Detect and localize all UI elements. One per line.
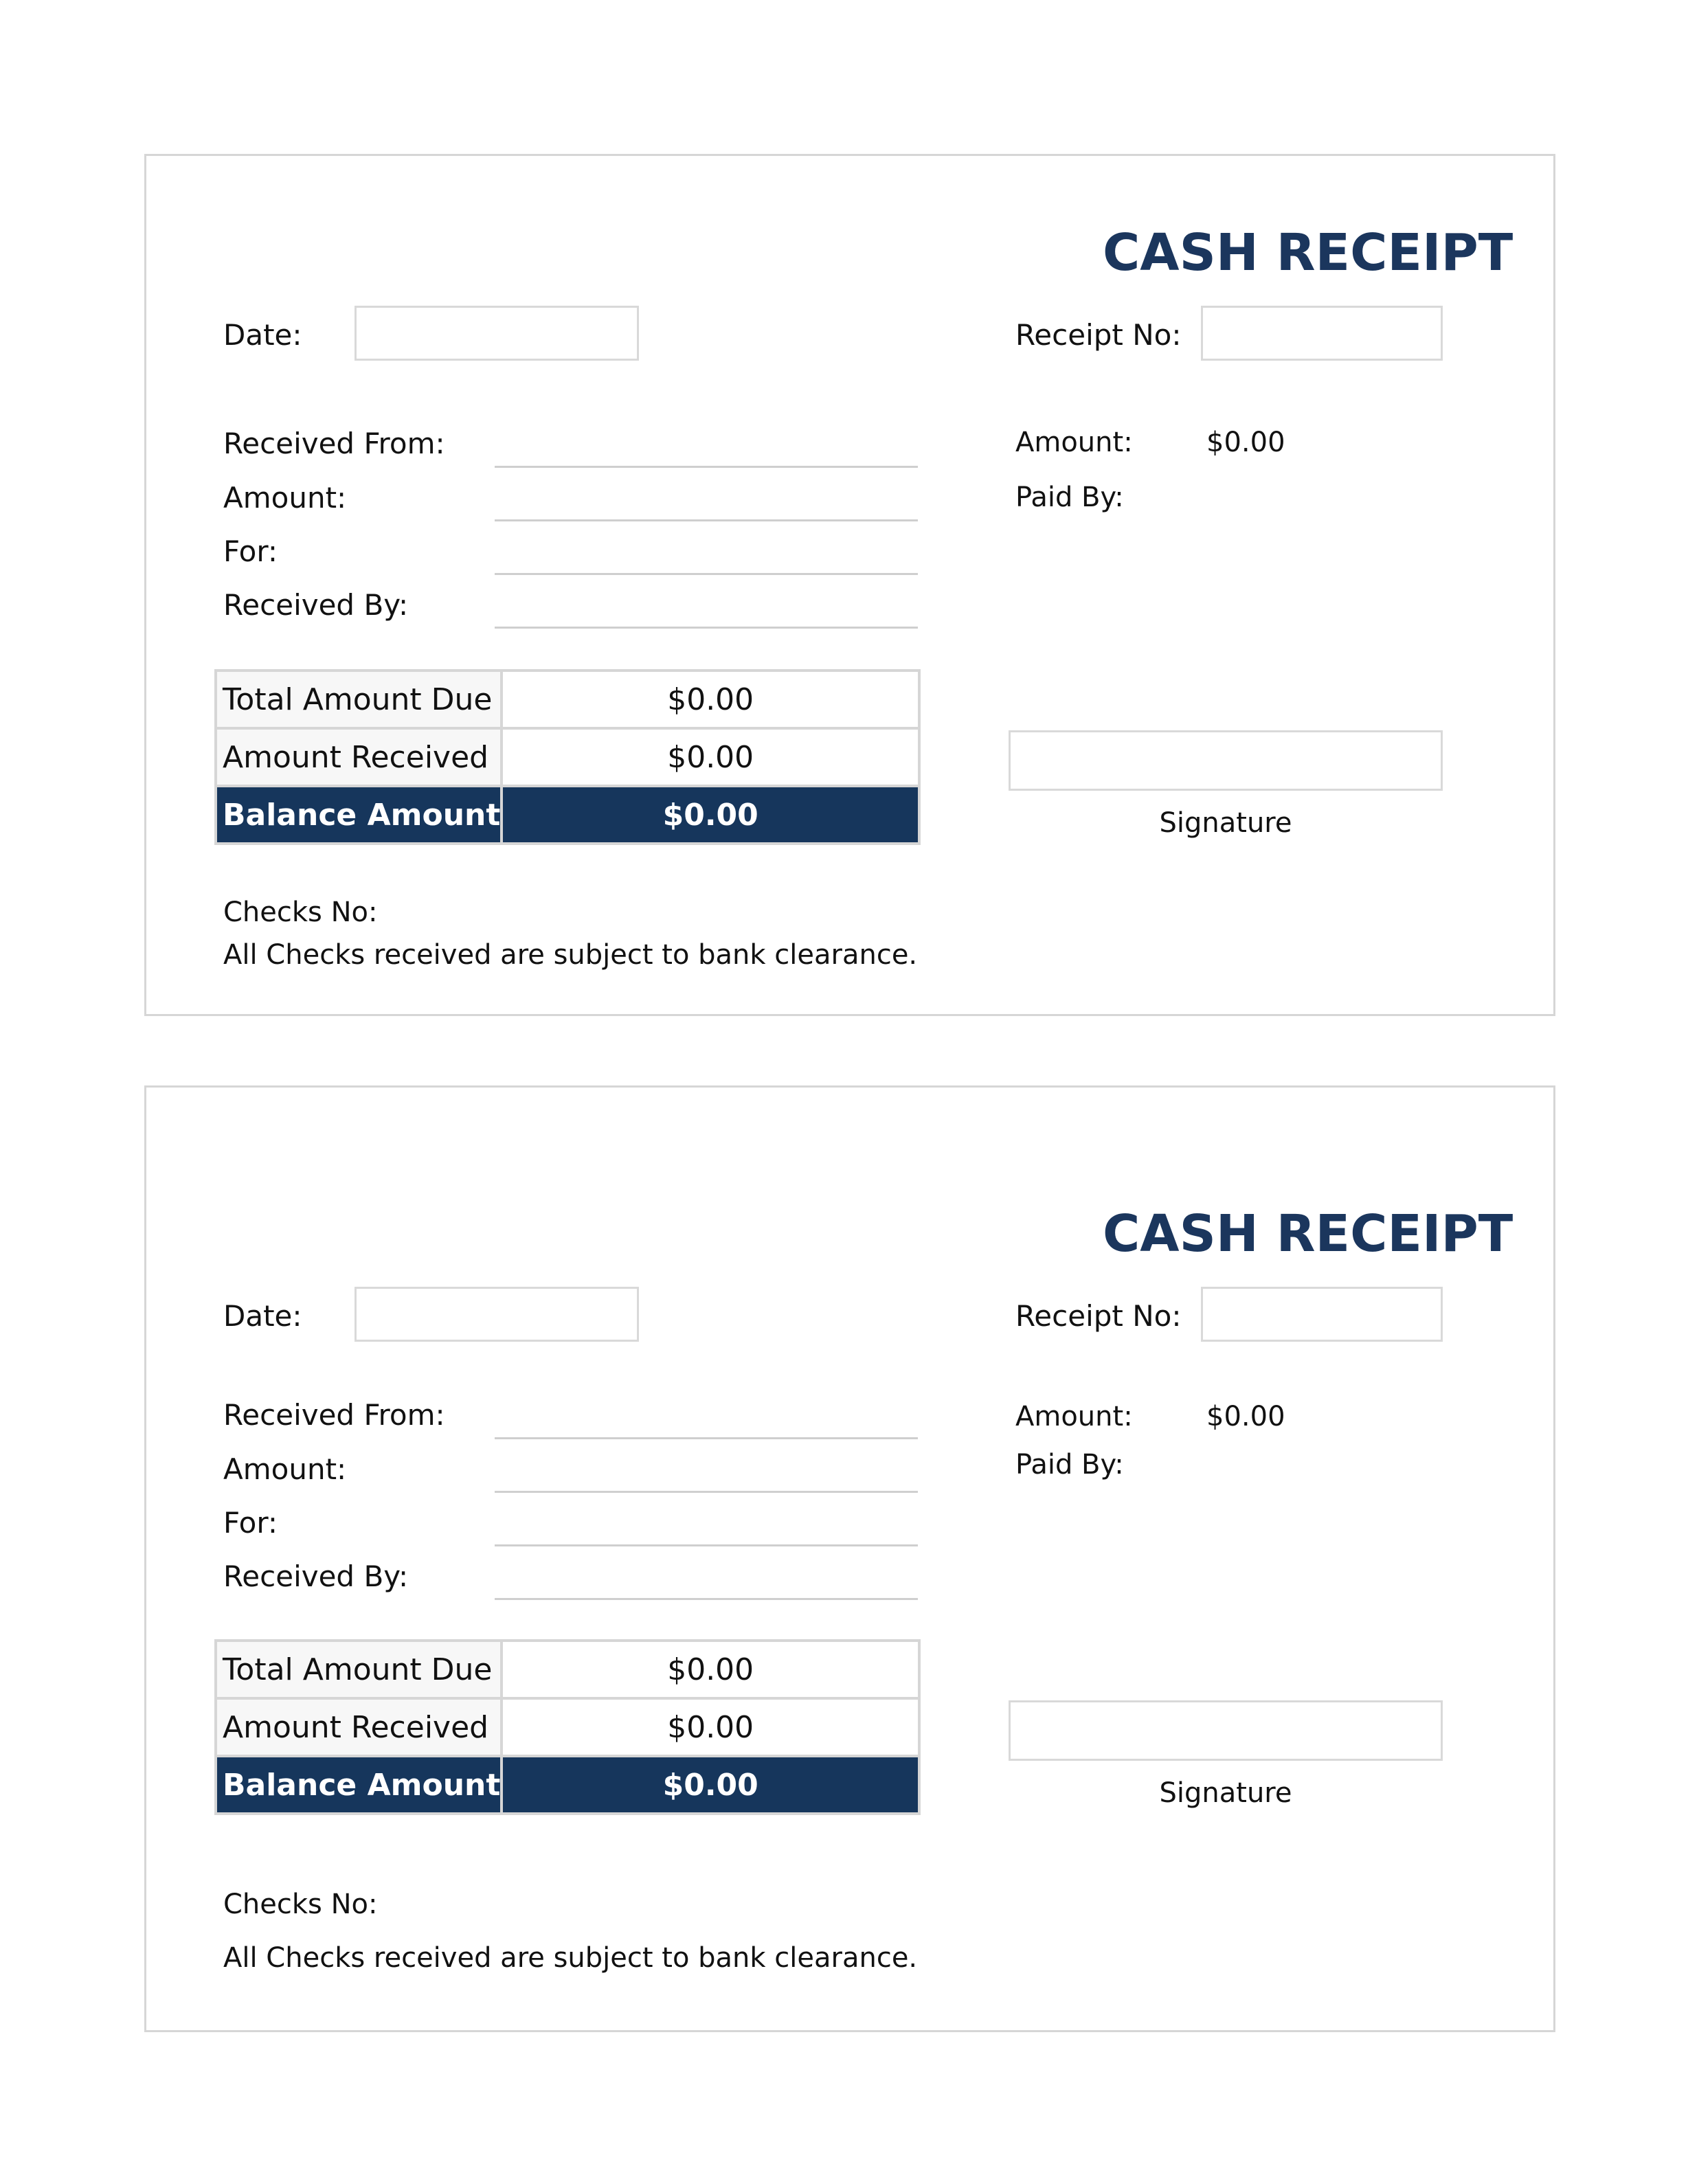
- clearance-note: All Checks received are subject to bank clearance.: [223, 939, 918, 971]
- amount-received-value: $0.00: [502, 728, 919, 786]
- clearance-note: All Checks received are subject to bank clearance.: [223, 1942, 918, 1974]
- for-field[interactable]: [495, 573, 918, 575]
- received-from-field[interactable]: [495, 466, 918, 468]
- receipt-no-label: Receipt No:: [1015, 318, 1182, 352]
- summary-table: [214, 1639, 921, 1815]
- for-field[interactable]: [495, 1544, 918, 1546]
- amount-field[interactable]: [495, 519, 918, 521]
- balance-row: [216, 1756, 919, 1814]
- receipt-title: CASH RECEIPT: [1103, 1204, 1514, 1263]
- for-label: For:: [223, 1506, 278, 1540]
- date-label: Date:: [223, 318, 302, 352]
- total-due-row: [216, 1641, 919, 1698]
- amount-received-value: $0.00: [502, 1698, 919, 1756]
- checks-no-label: Checks No:: [223, 897, 378, 928]
- received-by-field[interactable]: [495, 627, 918, 629]
- paid-by-label: Paid By:: [1015, 1449, 1124, 1481]
- receipt-no-field[interactable]: [1201, 306, 1443, 361]
- total-due-value: $0.00: [502, 671, 919, 728]
- received-by-label: Received By:: [223, 588, 409, 622]
- total-due-row: [216, 671, 919, 728]
- received-by-label: Received By:: [223, 1560, 409, 1593]
- received-from-label: Received From:: [223, 427, 445, 460]
- signature-label: Signature: [1159, 807, 1292, 839]
- receipt-no-field[interactable]: [1201, 1287, 1443, 1342]
- balance-label: Balance Amount: [216, 786, 502, 844]
- amount-field[interactable]: [495, 1491, 918, 1493]
- receipt-title: CASH RECEIPT: [1103, 223, 1514, 282]
- signature-label: Signature: [1159, 1777, 1292, 1809]
- received-from-field[interactable]: [495, 1437, 918, 1439]
- receipt-no-label: Receipt No:: [1015, 1299, 1182, 1333]
- balance-value: $0.00: [502, 786, 919, 844]
- for-label: For:: [223, 534, 278, 568]
- amount-received-label: Amount Received: [216, 728, 502, 786]
- amount-received-row: [216, 728, 919, 786]
- cash-receipt-2: [144, 1085, 1555, 2032]
- balance-label: Balance Amount: [216, 1756, 502, 1814]
- date-label: Date:: [223, 1299, 302, 1333]
- right-amount-label: Amount:: [1015, 427, 1133, 458]
- right-amount-value: $0.00: [1206, 1401, 1285, 1432]
- balance-value: $0.00: [502, 1756, 919, 1814]
- total-due-value: $0.00: [502, 1641, 919, 1698]
- right-amount-value: $0.00: [1206, 427, 1285, 458]
- cash-receipt-1: [144, 154, 1555, 1016]
- amount-received-label: Amount Received: [216, 1698, 502, 1756]
- received-by-field[interactable]: [495, 1598, 918, 1600]
- amount-label: Amount:: [223, 481, 347, 515]
- balance-row: [216, 786, 919, 844]
- date-field[interactable]: [355, 1287, 639, 1342]
- date-field[interactable]: [355, 306, 639, 361]
- amount-received-row: [216, 1698, 919, 1756]
- checks-no-label: Checks No:: [223, 1889, 378, 1920]
- total-due-label: Total Amount Due: [216, 671, 502, 728]
- signature-field[interactable]: [1009, 1700, 1443, 1761]
- received-from-label: Received From:: [223, 1398, 445, 1432]
- paid-by-label: Paid By:: [1015, 482, 1124, 513]
- total-due-label: Total Amount Due: [216, 1641, 502, 1698]
- right-amount-label: Amount:: [1015, 1401, 1133, 1432]
- signature-field[interactable]: [1009, 730, 1443, 791]
- summary-table: [214, 669, 921, 845]
- amount-label: Amount:: [223, 1452, 347, 1486]
